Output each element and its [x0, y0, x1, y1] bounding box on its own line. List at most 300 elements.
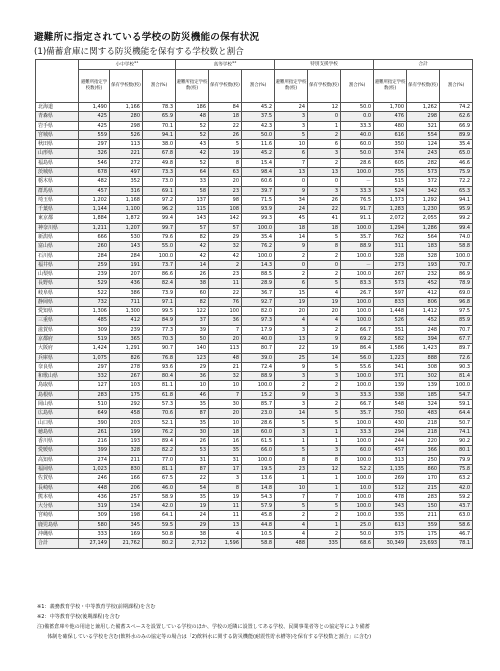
value-cell: 14 [308, 353, 341, 362]
value-cell: 425 [79, 112, 110, 121]
value-cell: 166 [110, 474, 143, 483]
value-cell: 81.1 [143, 464, 176, 473]
value-cell: 16 [209, 437, 242, 446]
value-cell: 3 [308, 446, 341, 455]
value-cell: 88.9 [341, 242, 374, 251]
value-cell: 1 [275, 437, 308, 446]
prefecture-header [36, 60, 79, 103]
value-cell: 732 [79, 297, 110, 306]
value-cell: 100.0 [341, 270, 374, 279]
value-cell: 328 [407, 251, 440, 260]
value-cell: 76.2 [242, 242, 275, 251]
value-cell: 66.7 [341, 400, 374, 409]
value-cell: 13 [275, 335, 308, 344]
value-cell: 1 [308, 520, 341, 529]
value-cell: 150 [407, 502, 440, 511]
value-cell: 833 [374, 297, 407, 306]
table-row [36, 455, 473, 464]
value-cell: 7 [209, 390, 242, 399]
value-cell: 97.3 [242, 316, 275, 325]
value-cell: 93.6 [143, 362, 176, 371]
value-cell: 25.0 [341, 520, 374, 529]
footnote: 体制を確保している学校を含む(飲料水のみの協定等の場合は「2)飲料水に関する防災機能(耐震性貯水槽等)を保有する学校数と割合」に含む) [37, 634, 372, 640]
prefecture-cell: 千葉県 [36, 205, 79, 214]
value-cell: 313 [374, 455, 407, 464]
group-header-special-support: 特別支援学校 [275, 60, 374, 70]
value-cell: 38.0 [143, 140, 176, 149]
value-cell: 3 [308, 390, 341, 399]
prefecture-cell: 合計 [36, 539, 79, 548]
value-cell: 1,884 [79, 214, 110, 223]
value-cell: 21 [209, 362, 242, 371]
value-cell: 78.1 [440, 539, 473, 548]
value-cell: 43 [176, 140, 209, 149]
table-row [36, 195, 473, 204]
value-cell: 38 [176, 279, 209, 288]
value-cell: 510 [79, 400, 110, 409]
col-ratio: 割合(%) [341, 70, 374, 103]
value-cell: 86.6 [143, 270, 176, 279]
value-cell: 1,100 [110, 205, 143, 214]
value-cell: 82 [176, 232, 209, 241]
value-cell: 90.7 [143, 344, 176, 353]
value-cell: 826 [110, 353, 143, 362]
value-cell: 100.0 [341, 316, 374, 325]
value-cell: 9 [275, 390, 308, 399]
value-cell: 207 [110, 270, 143, 279]
value-cell: 73.9 [143, 288, 176, 297]
value-cell: 1,262 [407, 103, 440, 112]
value-cell: 70.6 [143, 409, 176, 418]
value-cell: 30,349 [374, 539, 407, 548]
prefecture-cell: 岐阜県 [36, 288, 79, 297]
value-cell: 2,072 [374, 214, 407, 223]
prefecture-cell: 石川県 [36, 251, 79, 260]
prefecture-cell: 佐賀県 [36, 474, 79, 483]
value-cell: 806 [407, 297, 440, 306]
prefecture-cell: 長野県 [36, 279, 79, 288]
table-row [36, 167, 473, 176]
value-cell: 58.6 [440, 520, 473, 529]
value-cell: 457 [79, 186, 110, 195]
value-cell: 6 [275, 279, 308, 288]
value-cell: 61.8 [143, 390, 176, 399]
value-cell: 375 [374, 529, 407, 538]
value-cell: 90.2 [440, 437, 473, 446]
value-cell: 58 [176, 186, 209, 195]
value-cell: 9 [275, 242, 308, 251]
value-cell: 115 [176, 205, 209, 214]
value-cell: 40.0 [242, 335, 275, 344]
value-cell: 412 [407, 288, 440, 297]
value-cell: 26.7 [341, 288, 374, 297]
value-cell: 46.0 [143, 483, 176, 492]
value-cell: 272 [110, 158, 143, 167]
value-cell: 1,230 [407, 205, 440, 214]
value-cell: 345 [110, 520, 143, 529]
prefecture-cell: 愛知県 [36, 307, 79, 316]
value-cell: 1,423 [407, 344, 440, 353]
value-cell: 35.7 [341, 409, 374, 418]
value-cell: 100.0 [242, 381, 275, 390]
value-cell: 92.7 [242, 297, 275, 306]
value-cell: 11 [209, 502, 242, 511]
value-cell: 309 [79, 325, 110, 334]
value-cell: 52 [176, 130, 209, 139]
value-cell: 20 [209, 335, 242, 344]
value-cell: 1,286 [407, 223, 440, 232]
prefecture-cell: 東京都 [36, 214, 79, 223]
value-cell: 580 [79, 520, 110, 529]
table-row [36, 214, 473, 223]
value-cell: 80.2 [143, 539, 176, 548]
value-cell: 93.9 [242, 205, 275, 214]
value-cell: 97.2 [143, 195, 176, 204]
value-cell: 3 [275, 400, 308, 409]
value-cell: 9 [275, 186, 308, 195]
value-cell: 22 [275, 344, 308, 353]
value-cell: 35 [209, 446, 242, 455]
value-cell: 85.7 [242, 400, 275, 409]
value-cell: 57 [209, 223, 242, 232]
value-cell: 497 [110, 167, 143, 176]
value-cell: 1,586 [374, 344, 407, 353]
prefecture-cell: 青森県 [36, 112, 79, 121]
value-cell: 35.4 [242, 232, 275, 241]
value-cell: 66.9 [440, 121, 473, 130]
value-cell: 519 [79, 335, 110, 344]
value-cell: 0 [275, 260, 308, 269]
value-cell: 371 [374, 372, 407, 381]
prefecture-cell: 長崎県 [36, 483, 79, 492]
value-cell: 37 [176, 316, 209, 325]
value-cell: 100.0 [341, 297, 374, 306]
value-cell: 60.0 [341, 140, 374, 149]
value-cell: 80.4 [143, 372, 176, 381]
value-cell: 2,712 [176, 539, 209, 548]
value-cell: 335 [308, 539, 341, 548]
value-cell: 10 [275, 140, 308, 149]
value-cell: 113 [110, 140, 143, 149]
value-cell: 9 [275, 362, 308, 371]
value-cell: 333 [79, 529, 110, 538]
prefecture-cell: 北海道 [36, 103, 79, 112]
value-cell: 14.8 [242, 483, 275, 492]
value-cell: 365 [110, 335, 143, 344]
value-cell: 351 [374, 325, 407, 334]
value-cell: 5 [275, 418, 308, 427]
col-holding-count: 保有学校数(校) [110, 70, 143, 103]
value-cell: 232 [407, 270, 440, 279]
table-row [36, 372, 473, 381]
value-cell: 678 [79, 167, 110, 176]
value-cell: 573 [407, 167, 440, 176]
value-cell: 34 [275, 195, 308, 204]
table-row [36, 270, 473, 279]
value-cell: 75.8 [440, 464, 473, 473]
value-cell: 3 [275, 325, 308, 334]
value-cell: 74.2 [440, 103, 473, 112]
value-cell: 3 [275, 121, 308, 130]
value-cell: 488 [275, 539, 308, 548]
value-cell: 526 [110, 130, 143, 139]
value-cell: 390 [79, 418, 110, 427]
value-cell: 319 [79, 502, 110, 511]
value-cell: 80.1 [440, 446, 473, 455]
value-cell: 2 [308, 400, 341, 409]
value-cell: 372 [407, 177, 440, 186]
value-cell: 5 [275, 130, 308, 139]
value-cell: 302 [407, 372, 440, 381]
value-cell: 58.9 [143, 492, 176, 501]
value-cell: 23 [275, 464, 308, 473]
value-cell: 559 [79, 130, 110, 139]
value-cell: 41 [308, 214, 341, 223]
value-cell: 84.9 [143, 316, 176, 325]
value-cell: 42 [176, 149, 209, 158]
value-cell: 7 [275, 158, 308, 167]
value-cell: 35 [176, 418, 209, 427]
table-row [36, 158, 473, 167]
prefecture-cell: 岡山県 [36, 400, 79, 409]
value-cell: 13 [209, 520, 242, 529]
value-cell: － [341, 177, 374, 186]
value-cell: 82.2 [143, 446, 176, 455]
value-cell: 248 [407, 325, 440, 334]
value-cell: 26 [176, 270, 209, 279]
value-cell: 73.0 [143, 177, 176, 186]
prefecture-cell: 滋賀県 [36, 325, 79, 334]
col-ratio: 割合(%) [242, 70, 275, 103]
prefecture-cell: 和歌山県 [36, 372, 79, 381]
value-cell: 215 [407, 483, 440, 492]
prefecture-cell: 香川県 [36, 437, 79, 446]
value-cell: 11.6 [242, 140, 275, 149]
value-cell: 30 [209, 400, 242, 409]
value-cell: 6 [275, 149, 308, 158]
value-cell: 127 [79, 381, 110, 390]
value-cell: 143 [110, 242, 143, 251]
page-title: 避難所に指定されている学校の防災機能の保有状況 [34, 32, 260, 43]
prefecture-cell: 神奈川県 [36, 223, 79, 232]
value-cell: 50.8 [143, 529, 176, 538]
value-cell: 35 [176, 492, 209, 501]
value-cell: 67.5 [143, 474, 176, 483]
value-cell: 246 [79, 474, 110, 483]
value-cell: 5 [275, 446, 308, 455]
prefecture-cell: 静岡県 [36, 297, 79, 306]
value-cell: 309 [79, 511, 110, 520]
value-cell: 50.0 [341, 103, 374, 112]
value-cell: 297 [79, 362, 110, 371]
table-row [36, 316, 473, 325]
value-cell: 280 [110, 112, 143, 121]
value-cell: 18 [209, 112, 242, 121]
value-cell: 142 [209, 214, 242, 223]
value-cell: 22 [209, 121, 242, 130]
value-cell: 70.7 [440, 260, 473, 269]
value-cell: 5 [308, 232, 341, 241]
value-cell: 87 [176, 409, 209, 418]
value-cell: 5 [308, 279, 341, 288]
value-cell: 29 [209, 232, 242, 241]
value-cell: 860 [407, 464, 440, 473]
value-cell: － [341, 260, 374, 269]
value-cell: 48 [209, 353, 242, 362]
value-cell: 59.1 [440, 400, 473, 409]
value-cell: 79.9 [440, 455, 473, 464]
value-cell: 26 [176, 437, 209, 446]
value-cell: 32 [209, 372, 242, 381]
value-cell: 218 [407, 427, 440, 436]
value-cell: 7 [308, 492, 341, 501]
value-cell: 2 [308, 130, 341, 139]
value-cell: 33.3 [341, 121, 374, 130]
group-header-row [36, 60, 473, 70]
value-cell: 14 [275, 409, 308, 418]
value-cell: 430 [374, 418, 407, 427]
value-cell: 6 [308, 140, 341, 149]
value-cell: 613 [374, 520, 407, 529]
value-cell: 60 [176, 288, 209, 297]
value-cell: 63.2 [440, 474, 473, 483]
value-cell: 100.0 [341, 251, 374, 260]
value-cell: 1,291 [110, 344, 143, 353]
value-cell: 221 [110, 149, 143, 158]
value-cell: 515 [374, 177, 407, 186]
value-cell: 335 [374, 511, 407, 520]
value-cell: 85.9 [440, 316, 473, 325]
col-ratio: 割合(%) [143, 70, 176, 103]
value-cell: 292 [110, 400, 143, 409]
value-cell: 70.1 [143, 121, 176, 130]
prefecture-cell: 熊本県 [36, 492, 79, 501]
value-cell: 1,023 [79, 464, 110, 473]
value-cell: 10 [209, 381, 242, 390]
value-cell: 100.0 [242, 223, 275, 232]
value-cell: 10.5 [242, 529, 275, 538]
value-cell: 2 [275, 270, 308, 279]
value-cell: 3 [209, 474, 242, 483]
value-cell: 24 [275, 205, 308, 214]
value-cell: 45.2 [242, 149, 275, 158]
value-cell: 4 [275, 529, 308, 538]
value-cell: 54.7 [440, 390, 473, 399]
prefecture-cell: 鹿児島県 [36, 520, 79, 529]
value-cell: 22 [209, 288, 242, 297]
value-cell: 170 [407, 474, 440, 483]
table-row [36, 362, 473, 371]
value-cell: 260 [79, 242, 110, 251]
value-cell: 1,700 [374, 103, 407, 112]
value-cell: 56.0 [341, 353, 374, 362]
prefecture-cell: 兵庫県 [36, 353, 79, 362]
value-cell: 81.1 [143, 381, 176, 390]
value-cell: 99.2 [440, 214, 473, 223]
value-cell: 352 [110, 177, 143, 186]
value-cell: 530 [110, 232, 143, 241]
value-cell: 82.0 [242, 307, 275, 316]
prefecture-cell: 岩手県 [36, 121, 79, 130]
value-cell: 350 [374, 140, 407, 149]
value-cell: 100.0 [341, 474, 374, 483]
value-cell: 19 [308, 344, 341, 353]
value-cell: 8 [308, 242, 341, 251]
value-cell: 100.0 [341, 511, 374, 520]
prefecture-cell: 福島県 [36, 158, 79, 167]
value-cell: 2 [308, 529, 341, 538]
value-cell: 24 [275, 103, 308, 112]
value-cell: 175 [407, 529, 440, 538]
value-cell: 1 [308, 427, 341, 436]
value-cell: 4 [275, 520, 308, 529]
value-cell: 73.3 [143, 167, 176, 176]
value-cell: 22 [176, 474, 209, 483]
table-row [36, 112, 473, 121]
value-cell: 103 [110, 381, 143, 390]
value-cell: 100.0 [341, 223, 374, 232]
value-cell: 66.7 [341, 325, 374, 334]
value-cell: 1,144 [79, 205, 110, 214]
value-cell: 66.0 [242, 446, 275, 455]
value-cell: 97.1 [143, 297, 176, 306]
col-holding-count: 保有学校数(校) [209, 70, 242, 103]
value-cell: 89.7 [440, 344, 473, 353]
value-cell: 2 [275, 511, 308, 520]
value-cell: 666 [79, 232, 110, 241]
table-row [36, 381, 473, 390]
value-cell: 100.0 [341, 372, 374, 381]
value-cell: 5 [308, 409, 341, 418]
value-cell: 18 [275, 223, 308, 232]
value-cell: 45 [275, 214, 308, 223]
prefecture-cell: 埼玉県 [36, 195, 79, 204]
value-cell: 1 [308, 483, 341, 492]
value-cell: 43.7 [440, 502, 473, 511]
value-cell: 436 [79, 492, 110, 501]
value-cell: 42.3 [242, 121, 275, 130]
value-cell: 2 [308, 158, 341, 167]
value-cell: 90.3 [440, 362, 473, 371]
value-cell: 100.0 [440, 251, 473, 260]
value-cell: 278 [110, 362, 143, 371]
value-cell: 76.8 [143, 353, 176, 362]
value-cell: 88.5 [242, 270, 275, 279]
table-row [36, 520, 473, 529]
value-cell: 70.7 [440, 325, 473, 334]
value-cell: 64.1 [143, 511, 176, 520]
group-header-total: 合計 [374, 60, 473, 70]
value-cell: 2,055 [407, 214, 440, 223]
value-cell: 244 [374, 437, 407, 446]
value-cell: 19.5 [242, 464, 275, 473]
group-header-elementary-junior: 小中学校$^{※1}$ [79, 60, 176, 70]
value-cell: 1,596 [209, 539, 242, 548]
value-cell: 50.0 [341, 529, 374, 538]
value-cell: 50.7 [440, 418, 473, 427]
value-cell: 13 [275, 167, 308, 176]
value-cell: 69.2 [341, 335, 374, 344]
value-cell: 239 [110, 325, 143, 334]
prefecture-cell: 富山県 [36, 242, 79, 251]
value-cell: 755 [374, 167, 407, 176]
value-cell: 98 [209, 195, 242, 204]
value-cell: 46 [176, 390, 209, 399]
value-cell: 74.0 [440, 232, 473, 241]
value-cell: 457 [374, 446, 407, 455]
value-cell: 17.9 [242, 325, 275, 334]
value-cell: 8 [209, 158, 242, 167]
